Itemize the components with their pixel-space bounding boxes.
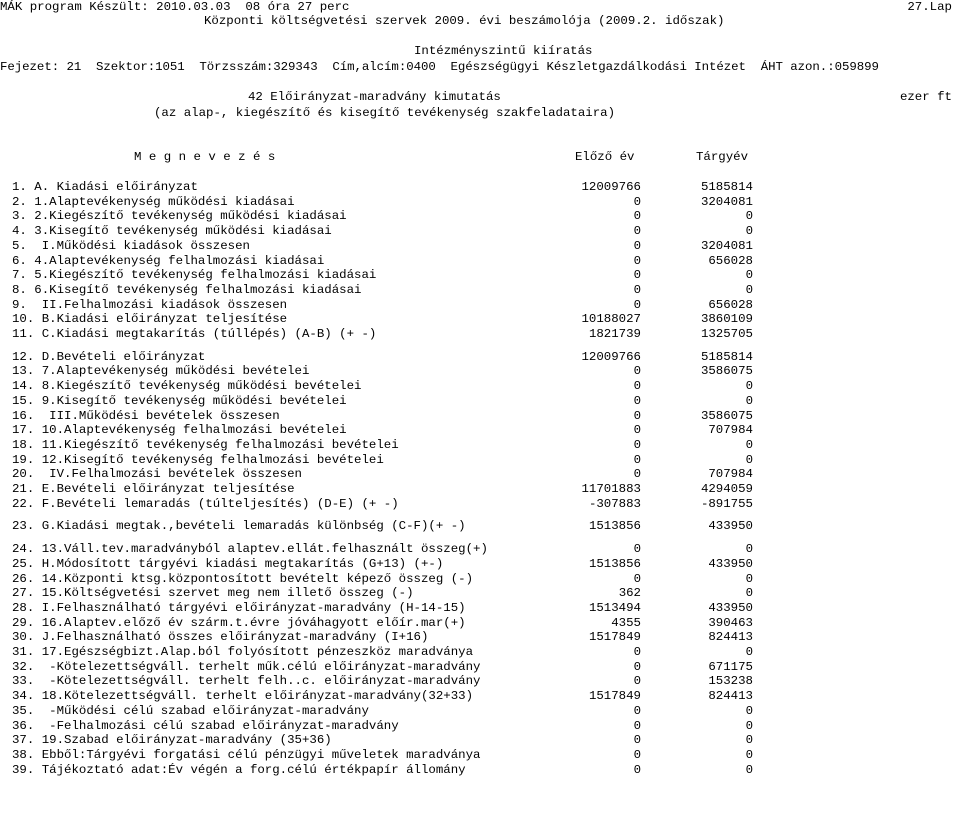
row-label: 4. 3.Kisegítő tevékenység működési kiadásai [12,224,332,239]
row-label: 32. -Kötelezettségváll. terhelt műk.célú előirányzat-maradvány [12,659,481,674]
row-curr-value: 707984 [708,467,753,482]
column-header-prev: Előző év [575,150,635,164]
row-curr-value: 3860109 [700,312,753,327]
row-label: 38. Ebből:Tárgyévi forgatási célú pénzügyi műveletek maradványa [12,747,481,762]
row-prev-value: 0 [633,194,641,209]
row-curr-value: 0 [745,452,753,467]
row-curr-value: 707984 [708,423,753,438]
row-label: 25. H.Módosított tárgyévi kiadási megtakarítás (G+13) (+-) [12,556,444,571]
row-curr-value: 0 [745,268,753,283]
row-label: 17. 10.Alaptevékenység felhalmozási bevételei [12,423,347,438]
row-label: 37. 19.Szabad előirányzat-maradvány (35+36) [12,733,332,748]
row-curr-value: 5185814 [700,349,753,364]
row-curr-value: 0 [745,282,753,297]
row-prev-value: 1517849 [588,689,641,704]
row-prev-value: 1517849 [588,630,641,645]
row-label: 15. 9.Kisegítő tevékenység működési bevételei [12,393,347,408]
row-prev-value: 0 [633,224,641,239]
row-prev-value: 0 [633,718,641,733]
row-label: 34. 18.Kötelezettségváll. terhelt előirányzat-maradvány(32+33) [12,689,474,704]
row-curr-value: 0 [745,703,753,718]
row-curr-value: 5185814 [700,180,753,194]
row-label: 31. 17.Egészségbizt.Alap.ból folyósított pénzeszköz maradványa [12,645,474,659]
row-label: 29. 16.Alaptev.előző év szárm.t.évre jóváhagyott előír.mar(+) [12,615,466,630]
row-prev-value: 0 [633,645,641,659]
row-curr-value: 390463 [708,615,753,630]
row-curr-value: 153238 [708,674,753,689]
row-prev-value: 0 [633,209,641,224]
row-curr-value: 4294059 [700,482,753,496]
row-curr-value: 0 [745,733,753,748]
row-prev-value: 1821739 [588,327,641,341]
row-label: 16. III.Működési bevételek összesen [12,408,280,423]
row-label: 33. -Kötelezettségváll. terhelt felh..c. előirányzat-maradvány [12,674,481,689]
row-curr-value: 824413 [708,630,753,645]
row-prev-value: 0 [633,238,641,253]
row-curr-value: 0 [745,224,753,239]
header-program-line: MÁK program Készült: 2010.03.03 08 óra 27 perc [0,0,350,14]
row-label: 8. 6.Kisegítő tevékenység felhalmozási kiadásai [12,282,362,297]
row-curr-value: 0 [745,209,753,224]
row-label: 23. G.Kiadási megtak.,bevételi lemaradás különbség (C-F)(+ -) [12,519,466,534]
row-prev-value: 0 [633,364,641,379]
row-label: 27. 15.Költségvetési szervet meg nem illető összeg (-) [12,586,414,601]
row-prev-value: 12009766 [581,349,641,364]
row-prev-value: 10188027 [581,312,641,327]
row-label: 12. D.Bevételi előirányzat [12,349,206,364]
row-prev-value: 0 [633,747,641,762]
report-subtitle: (az alap-, kiegészítő és kisegítő tevékenység szakfeladataira) [154,106,616,120]
row-curr-value: 0 [745,379,753,394]
row-curr-value: 0 [745,586,753,601]
row-label: 11. C.Kiadási megtakarítás (túllépés) (A-B) (+ -) [12,327,377,341]
header-institution-line: Fejezet: 21 Szektor:1051 Törzsszám:329343 Cím,alcím:0400 Egészségügyi Készletgazdálkodási Intézet ÁHT azon.:059899 [0,60,879,74]
row-prev-value: 0 [633,437,641,452]
row-prev-value: 0 [633,408,641,423]
row-label: 5. I.Működési kiadások összesen [12,238,250,253]
column-header-curr: Tárgyév [696,150,749,164]
row-curr-value: 824413 [708,689,753,704]
row-prev-value: 0 [633,452,641,467]
row-label: 21. E.Bevételi előirányzat teljesítése [12,482,295,496]
row-curr-value: 671175 [708,659,753,674]
row-prev-value: 0 [633,703,641,718]
row-label: 14. 8.Kiegészítő tevékenység működési bevételei [12,379,362,394]
row-prev-value: 0 [633,268,641,283]
row-curr-value: 1325705 [700,327,753,341]
row-curr-value: -891755 [700,496,753,511]
header-listing-type: Intézményszintű kiíratás [414,44,593,58]
row-label: 10. B.Kiadási előirányzat teljesítése [12,312,288,327]
column-header-label: M e g n e v e z é s [134,150,276,164]
row-curr-value: 656028 [708,253,753,268]
row-curr-value: 656028 [708,297,753,312]
row-prev-value: 0 [633,762,641,777]
row-prev-value: 0 [633,571,641,586]
header-report-name: Központi költségvetési szervek 2009. évi beszámolója (2009.2. időszak) [204,14,725,28]
row-label: 24. 13.Váll.tev.maradványból alaptev.ellát.felhasznált összeg(+) [12,542,488,557]
row-prev-value: 362 [618,586,641,601]
row-curr-value: 0 [745,718,753,733]
row-curr-value: 0 [745,393,753,408]
report-title: 42 Előirányzat-maradvány kimutatás [248,90,501,104]
row-label: 9. II.Felhalmozási kiadások összesen [12,297,288,312]
row-curr-value: 0 [745,747,753,762]
row-label: 39. Tájékoztató adat:Év végén a forg.célú értékpapír állomány [12,762,466,777]
row-curr-value: 433950 [708,556,753,571]
row-prev-value: 1513494 [588,600,641,615]
row-label: 35. -Működési célú szabad előirányzat-maradvány [12,703,369,718]
row-prev-value: 0 [633,282,641,297]
row-curr-value: 0 [745,437,753,452]
row-curr-value: 0 [745,762,753,777]
row-prev-value: 0 [633,297,641,312]
row-curr-value: 3586075 [700,364,753,379]
row-prev-value: 4355 [611,615,641,630]
row-curr-value: 3204081 [700,238,753,253]
row-prev-value: 11701883 [581,482,641,496]
row-label: 1. A. Kiadási előirányzat [12,180,198,194]
row-label: 28. I.Felhasználható tárgyévi előirányzat-maradvány (H-14-15) [12,600,466,615]
row-prev-value: 0 [633,379,641,394]
row-label: 20. IV.Felhalmozási bevételek összesen [12,467,302,482]
unit-label: ezer ft [899,90,952,104]
row-curr-value: 0 [745,571,753,586]
row-label: 2. 1.Alaptevékenység működési kiadásai [12,194,295,209]
row-prev-value: 0 [633,393,641,408]
row-curr-value: 3204081 [700,194,753,209]
row-label: 7. 5.Kiegészítő tevékenység felhalmozási kiadásai [12,268,377,283]
row-prev-value: 0 [633,674,641,689]
row-prev-value: 1513856 [588,556,641,571]
row-curr-value: 0 [745,645,753,659]
row-label: 19. 12.Kisegítő tevékenység felhalmozási bevételei [12,452,384,467]
row-prev-value: 0 [633,467,641,482]
row-label: 3. 2.Kiegészítő tevékenység működési kiadásai [12,209,347,224]
row-curr-value: 0 [745,542,753,557]
row-prev-value: 0 [633,423,641,438]
row-label: 36. -Felhalmozási célú szabad előirányzat-maradvány [12,718,399,733]
row-prev-value: 0 [633,542,641,557]
row-prev-value: 0 [633,253,641,268]
row-prev-value: 0 [633,733,641,748]
row-prev-value: -307883 [588,496,641,511]
row-label: 18. 11.Kiegészítő tevékenység felhalmozási bevételei [12,437,399,452]
row-prev-value: 12009766 [581,180,641,194]
row-curr-value: 3586075 [700,408,753,423]
row-curr-value: 433950 [708,600,753,615]
row-label: 22. F.Bevételi lemaradás (túlteljesítés) (D-E) (+ -) [12,496,399,511]
row-label: 30. J.Felhasználható összes előirányzat-maradvány (I+16) [12,630,429,645]
row-curr-value: 433950 [708,519,753,534]
row-label: 26. 14.Központi ktsg.központosított bevételt képező összeg (-) [12,571,474,586]
row-label: 6. 4.Alaptevékenység felhalmozási kiadásai [12,253,325,268]
page-number: 27.Lap [907,0,952,14]
row-prev-value: 1513856 [588,519,641,534]
row-prev-value: 0 [633,659,641,674]
row-label: 13. 7.Alaptevékenység működési bevételei [12,364,310,379]
